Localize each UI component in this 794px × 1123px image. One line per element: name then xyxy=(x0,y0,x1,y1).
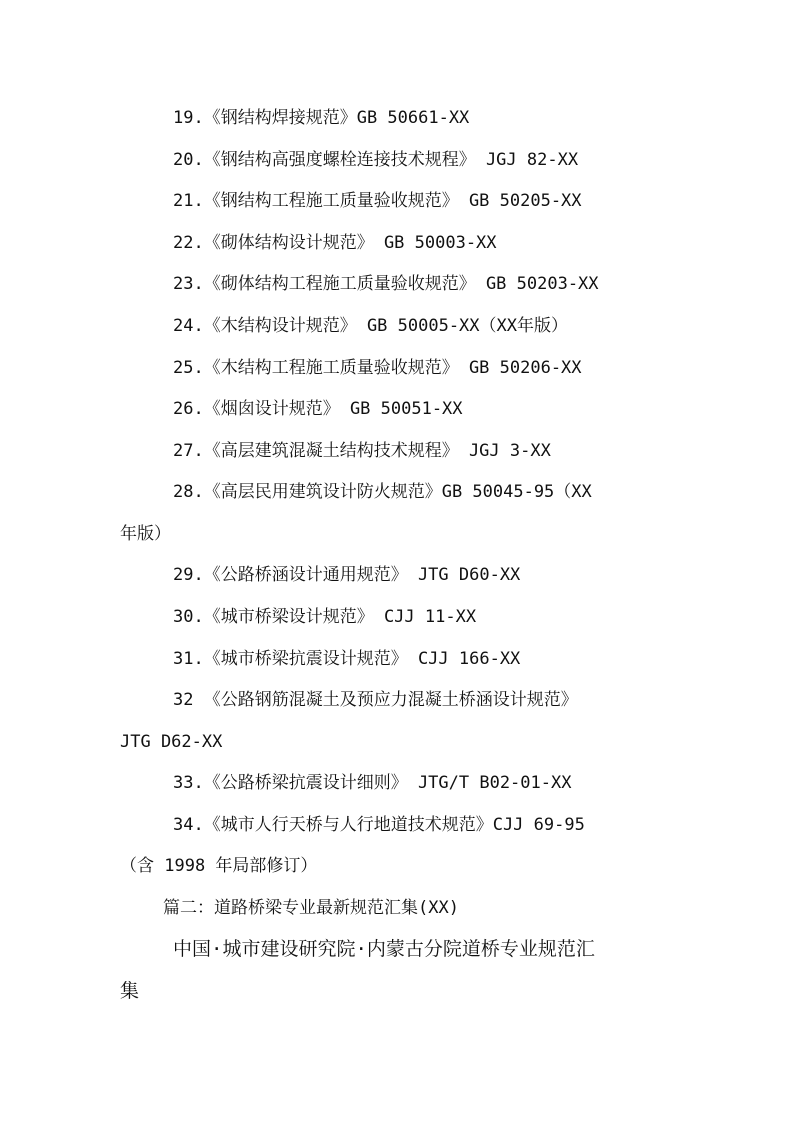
section-intro-continued: 集 xyxy=(120,980,140,1002)
spec-item-33: 33.《公路桥梁抗震设计细则》 JTG/T B02-01-XX xyxy=(173,773,572,793)
section-heading: 篇二：道路桥梁专业最新规范汇集(XX) xyxy=(163,898,459,918)
section-intro: 中国·城市建设研究院·内蒙古分院道桥专业规范汇 xyxy=(173,938,595,960)
spec-item-19: 19.《钢结构焊接规范》GB 50661-XX xyxy=(173,108,470,128)
spec-item-23: 23.《砌体结构工程施工质量验收规范》 GB 50203-XX xyxy=(173,274,599,294)
spec-item-25: 25.《木结构工程施工质量验收规范》 GB 50206-XX xyxy=(173,358,582,378)
spec-item-22: 22.《砌体结构设计规范》 GB 50003-XX xyxy=(173,233,497,253)
spec-item-34: 34.《城市人行天桥与人行地道技术规范》CJJ 69-95 xyxy=(173,815,585,835)
spec-item-30: 30.《城市桥梁设计规范》 CJJ 11-XX xyxy=(173,607,477,627)
spec-item-20: 20.《钢结构高强度螺栓连接技术规程》 JGJ 82-XX xyxy=(173,150,579,170)
spec-item-34-continued: （含 1998 年局部修订） xyxy=(120,856,318,876)
spec-item-24: 24.《木结构设计规范》 GB 50005-XX（XX年版） xyxy=(173,316,568,336)
spec-item-27: 27.《高层建筑混凝土结构技术规程》 JGJ 3-XX xyxy=(173,441,551,461)
spec-item-29: 29.《公路桥涵设计通用规范》 JTG D60-XX xyxy=(173,565,521,585)
spec-item-32: 32 《公路钢筋混凝土及预应力混凝土桥涵设计规范》 xyxy=(173,690,578,710)
spec-item-28: 28.《高层民用建筑设计防火规范》GB 50045-95（XX xyxy=(173,482,592,502)
spec-item-32-continued: JTG D62-XX xyxy=(120,732,223,752)
spec-item-28-continued: 年版） xyxy=(120,524,171,544)
spec-item-31: 31.《城市桥梁抗震设计规范》 CJJ 166-XX xyxy=(173,649,521,669)
spec-item-21: 21.《钢结构工程施工质量验收规范》 GB 50205-XX xyxy=(173,191,582,211)
spec-item-26: 26.《烟囱设计规范》 GB 50051-XX xyxy=(173,399,463,419)
